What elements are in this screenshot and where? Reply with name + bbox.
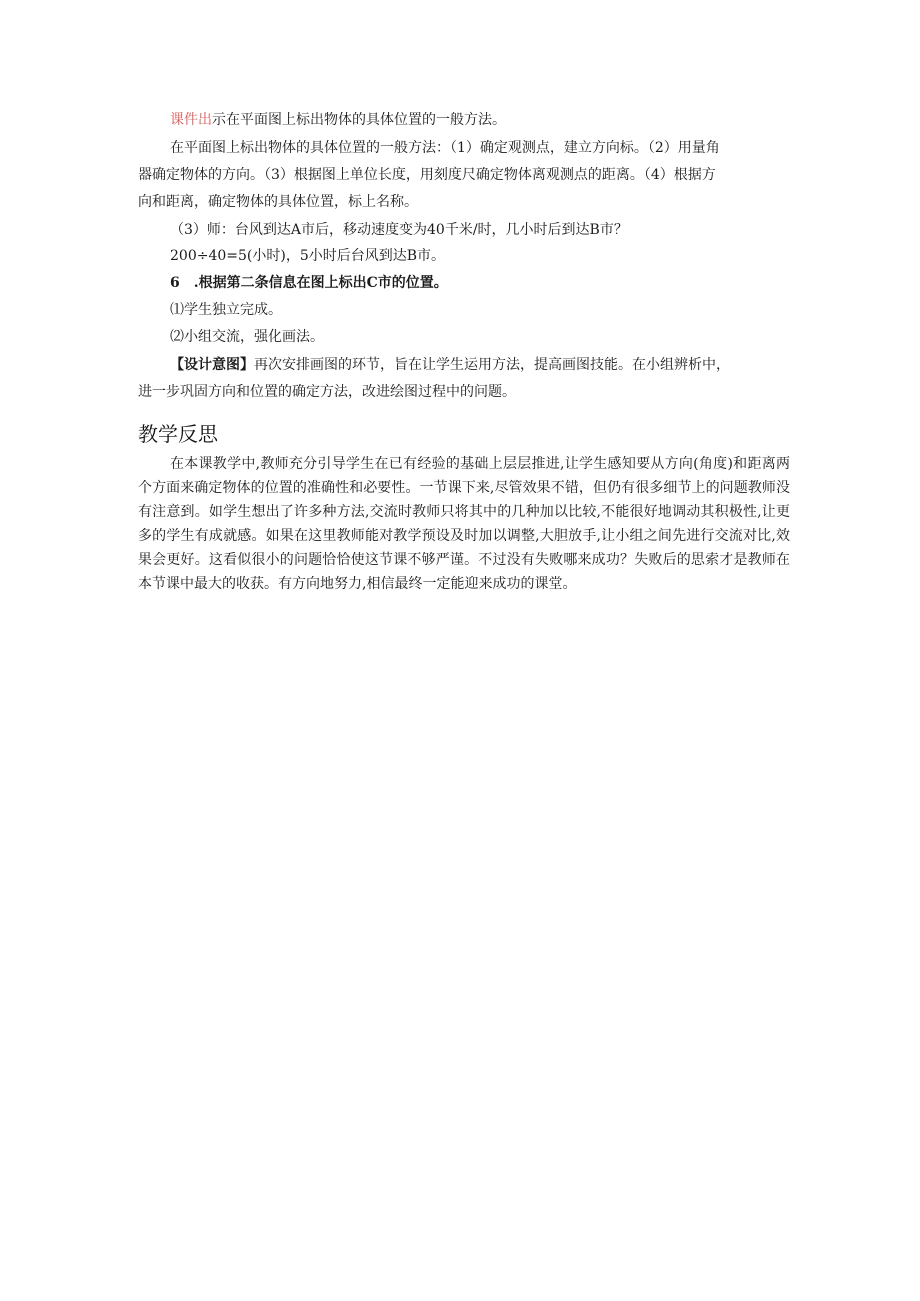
- reflection-heading: 教学反思: [138, 422, 218, 446]
- reflection-paragraph: 在本课教学中,教师充分引导学生在已有经验的基础上层层推进,让学生感知要从方向(角度)和距离两个方面来确定物体的位置的准确性和必要性。一节课下来,尽管效果不错，但仍有很多细节上的问题教师没有注意到。如学生想出了许多种方法,交流时教师只将其中的几种加以比较,不能很好地调动其积极性,让更多的学生有成就感。如果在这里教师能对教学预设及时加以调整,大胆放手,让小组之间先进行交流对比,效果会更好。这看似很小的问题恰恰使这节课不够严谨。不过没有失败哪来成功？失败后的思索才是教师在本节课中最大的收获。有方向地努力,相信最终一定能迎来成功的课堂。: [138, 456, 790, 592]
- design-intent-line-1: [170, 355, 730, 375]
- calculation-line: 200÷40=5(小时)，5小时后台风到达B市。: [170, 248, 446, 264]
- courseware-line: [170, 110, 506, 130]
- design-intent-label: 【设计意图】: [170, 357, 254, 373]
- design-intent-text: 再次安排画图的环节，旨在让学生运用方法，提高画图技能。在小组辨析中，: [254, 357, 730, 373]
- courseware-label: 课件出: [170, 112, 212, 128]
- item-6-heading: 6 .根据第二条信息在图上标出C市的位置。: [170, 275, 448, 291]
- method-line-1: 在平面图上标出物体的具体位置的一般方法：（1）确定观测点，建立方向标。（2）用量角: [170, 140, 720, 156]
- method-line-3: 向和距离，确定物体的具体位置，标上名称。: [138, 194, 418, 210]
- question-3: （3）师：台风到达A市后，移动速度变为40千米/时，几小时后到达B市？: [170, 222, 628, 238]
- sub-step-2: ⑵小组交流，强化画法。: [170, 329, 324, 345]
- design-intent-line-2: 进一步巩固方向和位置的确定方法，改进绘图过程中的问题。: [138, 384, 516, 400]
- courseware-text: 示在平面图上标出物体的具体位置的一般方法。: [212, 112, 506, 128]
- method-line-2: 器确定物体的方向。（3）根据图上单位长度，用刻度尺确定物体离观测点的距离。（4）根据方: [138, 167, 716, 183]
- sub-step-1: ⑴学生独立完成。: [170, 302, 282, 318]
